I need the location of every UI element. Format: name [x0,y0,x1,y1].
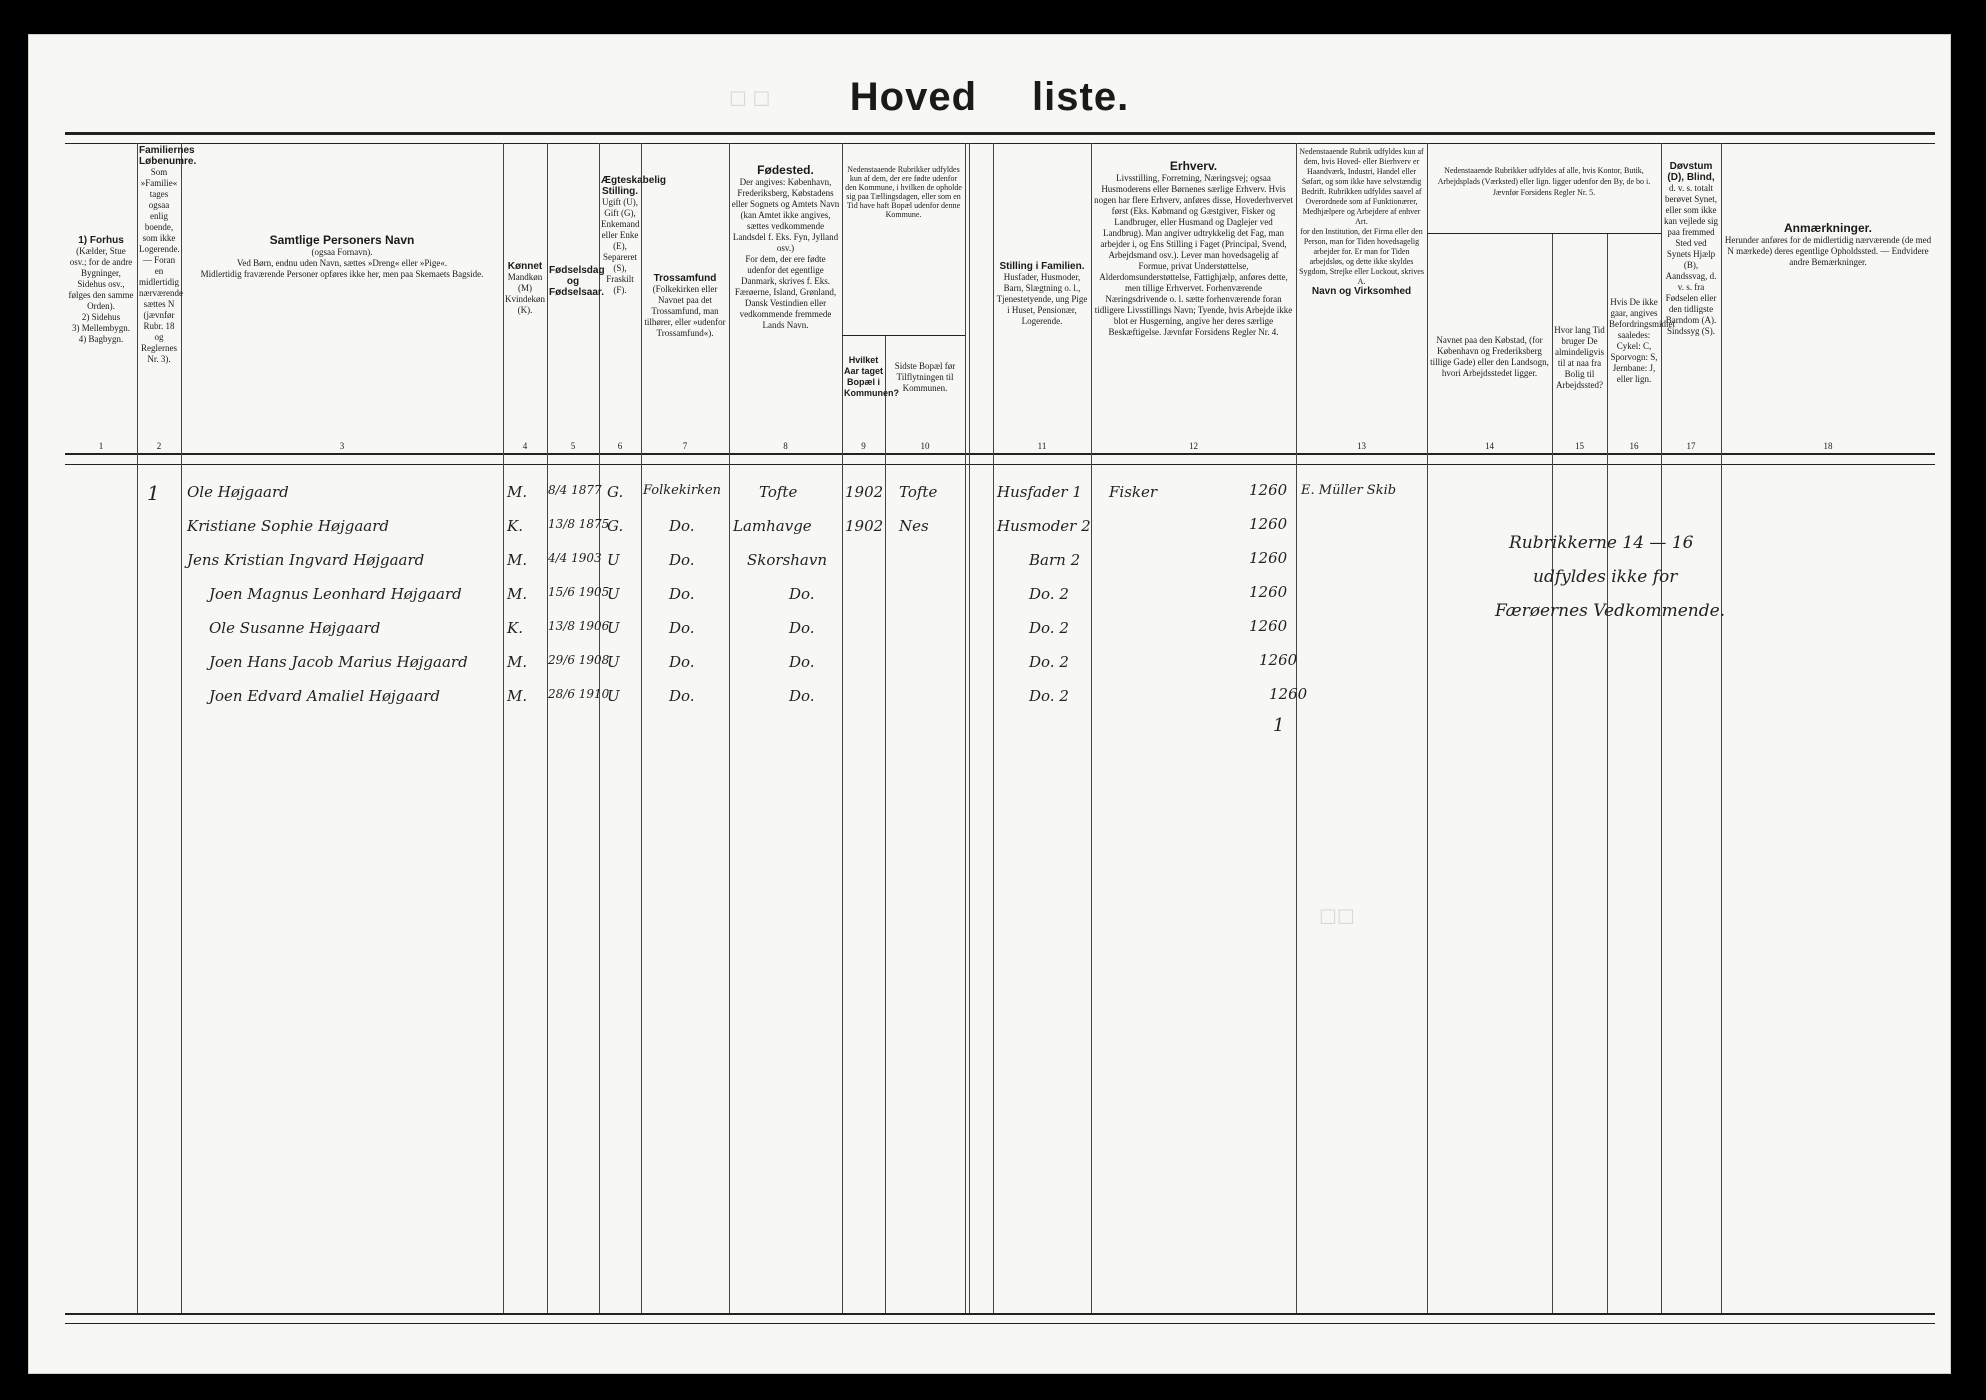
col-11-header: Stilling i Familien. Husfader, Husmoder, Barn, Slægtning o. l., Tjenestetyende, ung Pige i Huset, Pensionær, Logerende. [996,261,1088,326]
occupation-code: 1260 [1269,685,1308,703]
col-7-header: Trossamfund (Folkekirken eller Navnet paa det Trossamfund, man tilhører, eller »udenfor Trossamfund«). [644,273,726,338]
person-name: Ole Susanne Højgaard [209,619,381,637]
family-role: Do. 2 [1029,653,1069,671]
census-sheet [28,34,1951,1374]
family-number: 1 [147,481,160,505]
col-3-header: Samtlige Personers Navn (ogsaa Fornavn). Ved Børn, endnu uden Navn, sættes »Dreng« eller »Pige«. Midlertidig fraværende Personer opføres ikke her, men paa Skemaets Bagside. [200,233,484,279]
col-number: 1 [98,441,104,451]
header-top-rule [65,143,1935,144]
birth-date: 8/4 1877 [548,483,602,497]
religion: Do. [669,517,695,535]
col-number: 4 [522,441,528,451]
column-divider [885,335,886,1313]
column-divider [1296,143,1297,1313]
occupation-code: 1260 [1249,583,1288,601]
birth-date: 29/6 1908 [548,653,610,667]
sex: K. [507,517,523,535]
title-word-2: liste. [1032,75,1130,119]
bottom-rule-2 [65,1323,1935,1324]
col-5-header: Fødselsdag og Fødselsaar. [549,265,605,298]
marital-status: G. [607,517,624,535]
top-rule [65,132,1935,135]
col-9-10-instruction: Nedenstaaende Rubrikker udfyldes kun af dem, der ere fødte udenfor den Kommune, i hvilken de opholde sig paa Tællingsdagen, eller som en Tid have haft Bopæl udenfor denne Kommune. [845,165,962,219]
page-title [29,75,1950,120]
col-12-header: Erhverv. Livsstilling, Forretning, Næringsvej; ogsaa Husmoderens eller Børnenes særlige Erhverv. Hvis nogen har flere Erhverv, anføres disse, Hovederhvervet først (Eks. Købmand og Gæstgiver, Fisker og Landbruger, eller Husmand og Daglejer ved Landbrug). Man angiver udtrykkelig det Fag, man arbejder i, og Ens Stilling i Faget (Principal, Svend, Arbejdsmand osv.). Lever man hovedsagelig af Formue, privat Understøttelse, Alderdomsunderstøttelse, Fattighjælp, anføres dette, men tillige Erhvervet. Forhenværende Næringsdrivende o. l. sætte forhenværende foran tidligere Livsstillings Navn; Tyende, hvis Arbejde ikke blot er Husgerning, angive her deres særlige Beskæftigelse. Jævnfør Forsidens Regler Nr. 4. [1094,159,1293,337]
col-number: 9 [861,441,866,451]
religion: Do. [669,619,695,637]
col-number: 10 [920,441,930,451]
birthplace: Tofte [759,483,798,501]
bleed-through-mark: ☐ ☐ [729,89,771,111]
col-4-header: Kønnet Mandkøn (M) Kvindekøn (K). [505,261,545,315]
col-14-header: Navnet paa den Købstad, (for København og Frederiksberg tillige Gade) eller den Landsogn, hvori Arbejdsstedet ligger. [1430,335,1549,378]
col-14-16-instruction: Nedenstaaende Rubrikker udfyldes af alle, hvis Kontor, Butik, Arbejdsplads (Værksted) eller lign. ligger udenfor den By, de bo i. Jævnfør Forsidens Regler Nr. 5. [1437,166,1651,197]
birthplace: Skorshavn [747,551,828,569]
col-number: 8 [783,441,788,451]
marital-status: U [607,551,620,569]
family-role: Barn 2 [1029,551,1081,569]
family-role: Do. 2 [1029,585,1069,603]
col-15-header: Hvor lang Tid bruger De almindeligvis til at naa fra Bolig til Arbejdssted? [1554,325,1605,390]
col-number: 16 [1629,441,1639,451]
col-2-header: Familiernes Løbenumre. Som »Familie« tages ogsaa enlig boende, som ikke Logerende. — Foran en midlertidig nærværende sættes N (jævnfør Rubr. 18 og Reglernes Nr. 3). [139,145,197,364]
col-number: 12 [1189,441,1198,451]
birthplace: Do. [789,687,815,705]
column-divider [842,143,843,1313]
employer: E. Müller Skib [1301,483,1397,498]
col-number: 15 [1575,441,1584,451]
occupation-code: 1260 [1249,481,1288,499]
column-divider [1607,233,1608,1313]
person-name: Joen Magnus Leonhard Højgaard [209,585,462,603]
bottom-rule [65,1313,1935,1315]
col-9-header: Hvilket Aar taget Bopæl i Kommunen? [844,355,899,398]
birth-date: 13/8 1906 [548,619,610,633]
sex: K. [507,619,523,637]
sex: M. [507,653,528,671]
family-role: Husfader 1 [997,483,1082,501]
column-divider [1552,233,1553,1313]
sex: M. [507,551,528,569]
birth-date: 13/8 1875 [548,517,610,531]
family-role: Husmoder 2 [997,517,1091,535]
column-divider [547,143,548,1313]
occupation-code: 1260 [1249,617,1288,635]
birthplace: Do. [789,619,815,637]
religion: Do. [669,585,695,603]
person-name: Joen Edvard Amaliel Højgaard [209,687,440,705]
col-10-header: Sidste Bopæl før Tilflytningen til Kommunen. [894,361,956,393]
col-8-header: Fødested. Der angives: København, Frederiksberg, Købstadens eller Sognets og Amtets Navn (kan Amtet ikke angives, sættes vedkommende Landsdel f. Eks. Fyn, Jylland osv.) For dem, der ere fødte udenfor det egentlige Danmark, skrives f. Eks. Færøerne, Island, Grønland, Dansk Vestindien eller vedkommende fremmede Lands Navn. [731,163,840,330]
occupation-code: 1260 [1249,515,1288,533]
religion: Do. [669,551,695,569]
religion: Do. [669,653,695,671]
col-18-header: Anmærkninger. Herunder anføres for de midlertidig nærværende (de med N mærkede) deres egentlige Opholdssted. — Endvidere andre Bemærkninger. [1724,221,1932,267]
col-17-header: Døvstum (D), Blind, d. v. s. totalt berøvet Synet, eller som ikke kan vejlede sig paa fremmed Sted ved Synets Hjælp (B), Aandssvag, d. v. s. fra Fødselen eller den tidligste Barndom (A). Sindssyg (S). [1664,161,1718,336]
marital-status: U [607,653,620,671]
title-word-1: Hoved [849,75,978,119]
previous-residence: Nes [899,517,929,535]
birthplace: Do. [789,653,815,671]
occupation-code: 1260 [1259,651,1298,669]
marital-status: U [607,687,620,705]
birth-date: 15/6 1905 [548,585,610,599]
column-divider [965,143,966,1313]
religion: Folkekirken [643,483,722,498]
header-bottom-rule [65,453,1935,455]
person-name: Joen Hans Jacob Marius Højgaard [209,653,468,671]
column-divider [1721,143,1722,1313]
birth-date: 4/4 1903 [548,551,602,565]
bleed-through-mark: ☐☐ [1319,907,1355,929]
col-number: 5 [570,441,576,451]
col-16-header: Hvis De ikke gaar, angives Befordringsmidlet saaledes: Cykel: C, Sporvogn: S, Jernbane: J, eller lign. [1609,297,1675,384]
column-divider [599,143,600,1313]
occupation-code: 1260 [1249,549,1288,567]
family-role: Do. 2 [1029,687,1069,705]
column-divider [181,143,182,1313]
birthplace: Do. [789,585,815,603]
subheader-rule [1427,233,1661,234]
person-name: Ole Højgaard [187,483,289,501]
family-role: Do. 2 [1029,619,1069,637]
note-line-3: Færøernes Vedkommende. [1495,601,1726,621]
col-number: 18 [1823,441,1833,451]
marital-status: U [607,585,620,603]
col-number: 3 [339,441,345,451]
column-divider [503,143,504,1313]
marital-status: U [607,619,620,637]
person-name: Jens Kristian Ingvard Højgaard [187,551,425,569]
col-number: 2 [156,441,162,451]
previous-residence: Tofte [899,483,938,501]
body-top-rule [65,464,1935,465]
col-number: 13 [1357,441,1366,451]
col-number: 6 [617,441,623,451]
col-number: 17 [1686,441,1696,451]
col-number: 14 [1485,441,1494,451]
stray-mark: 1 [1273,715,1285,736]
note-line-2: udfyldes ikke for [1533,567,1678,587]
col-13-header: Nedenstaaende Rubrik udfyldes kun af dem, hvis Hoved- eller Bierhverv er Haandværk, Industri, Handel eller Søfart, og som ikke have selvstændig Bedrift. Rubrikken udfyldes saavel af Overordnede som af Funktionærer, Medhjælpere og Arbejdere af enhver Art. for den Institution, det Firma eller den Person, man for Tiden hovedsagelig arbejder for. Er man for Tiden arbejdsløs, og dette ikke skyldes Sygdom, Strejke eller Lockout, skrives A. Navn og Virksomhed [1299,147,1424,297]
year-moved: 1902 [845,483,884,501]
birth-date: 28/6 1910 [548,687,610,701]
religion: Do. [669,687,695,705]
occupation: Fisker [1109,483,1158,501]
col-1-header: 1) Forhus (Kælder, Stue osv.; for de andre Bygninger, Sidehus osv., følges den samme Orden). 2) Sidehus 3) Mellembygn. 4) Bagbygn. [68,235,134,344]
birthplace: Lamhavge [733,517,812,535]
sex: M. [507,687,528,705]
sex: M. [507,483,528,501]
sheet-fold [969,143,970,1313]
person-name: Kristiane Sophie Højgaard [187,517,389,535]
column-divider [1427,143,1428,1313]
subheader-rule [842,335,965,336]
col-number: 7 [682,441,688,451]
col-6-header: Ægteskabelig Stilling. Ugift (U), Gift (G), Enkemand eller Enke (E), Separeret (S), Fraskilt (F). [601,175,667,295]
col-number: 11 [1037,441,1047,451]
marital-status: G. [607,483,624,501]
note-line-1: Rubrikkerne 14 — 16 [1509,533,1694,553]
sex: M. [507,585,528,603]
year-moved: 1902 [845,517,884,535]
